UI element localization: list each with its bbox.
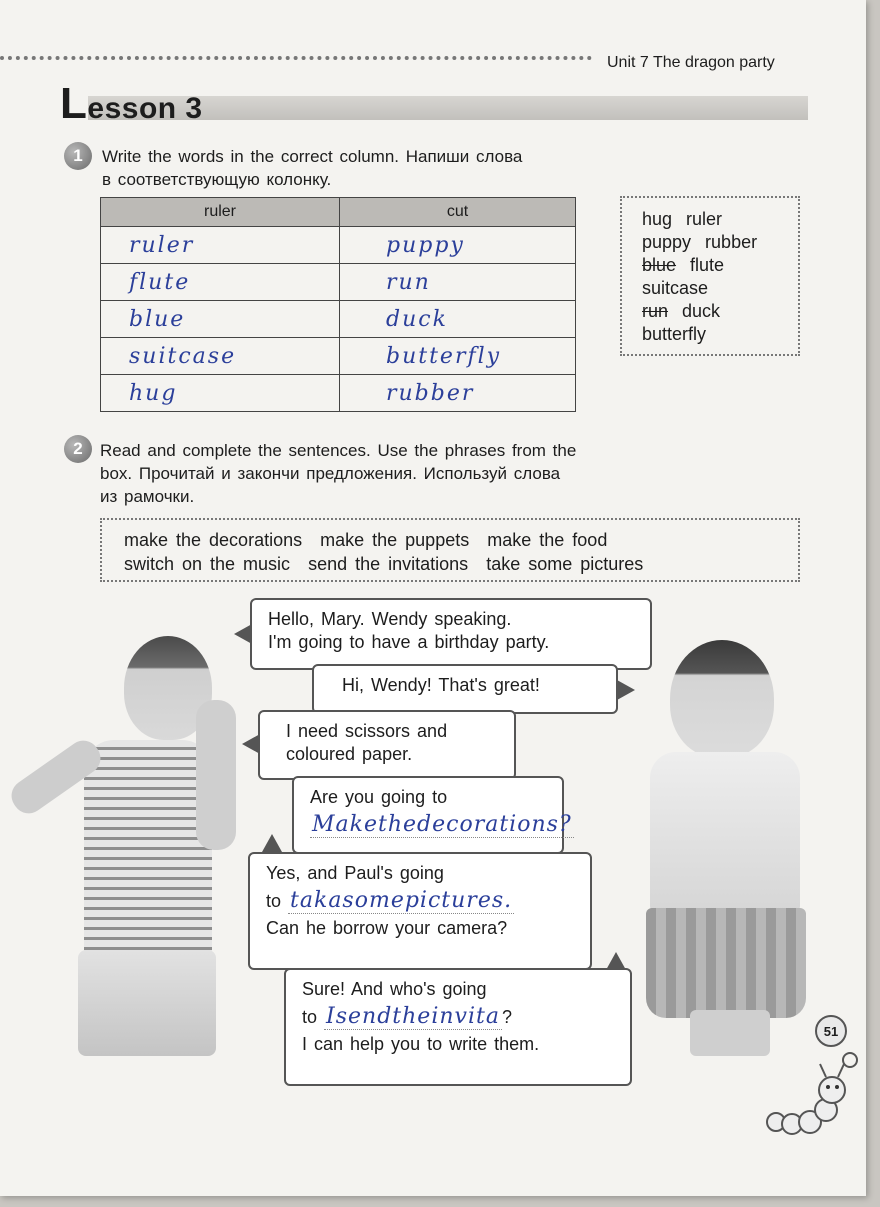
phrase-item: take some pictures: [486, 554, 644, 574]
exercise-2-instruction: [100, 439, 576, 508]
table-row: [101, 301, 576, 338]
bubble-word: to: [302, 1007, 318, 1027]
speech-bubble-mary-3: [284, 968, 632, 1086]
bubble-line: I can help you to write them.: [302, 1034, 540, 1054]
table-row: [101, 338, 576, 375]
exercise-1-instruction-line: Write the words in the correct column. Напиши слова: [102, 147, 523, 166]
handwritten-answer: ruler: [101, 227, 340, 264]
handwritten-answer: flute: [101, 264, 340, 301]
word-box-item: run: [642, 301, 669, 321]
phrase-item: make the decorations: [124, 530, 303, 550]
handwritten-answer: duck: [340, 301, 576, 338]
phrase-box: [100, 518, 800, 582]
speech-bubble-mary-1: [312, 664, 618, 714]
handwritten-answer: Isendtheinvita: [326, 1004, 500, 1029]
word-box: [620, 196, 800, 356]
bubble-tail: [606, 952, 626, 970]
bubble-tail: [617, 680, 635, 700]
lesson-title-initial: L: [60, 79, 88, 128]
exercise-2-instruction-line: Read and complete the sentences. Use the phrases from the: [100, 441, 577, 460]
bubble-line: Hi, Wendy! That's great!: [342, 675, 540, 695]
word-column-table: [100, 197, 576, 412]
column-header-ruler: ruler: [101, 198, 340, 227]
bubble-tail: [262, 834, 282, 852]
speech-bubble-wendy-3: [248, 852, 592, 970]
word-box-item: hug: [642, 209, 673, 229]
handwritten-answer: butterfly: [340, 338, 576, 375]
handwritten-answer: suitcase: [101, 338, 340, 375]
exercise-1-instruction-line: в соответствующую колонку.: [102, 170, 332, 189]
bubble-tail: [242, 734, 260, 754]
page-number: 51: [815, 1015, 847, 1047]
lesson-title-rest: esson 3: [87, 92, 203, 125]
handwritten-answer: takasomepictures.: [290, 888, 513, 913]
bubble-line: Yes, and Paul's going: [266, 863, 444, 883]
word-box-item: suitcase: [642, 278, 709, 298]
exercise-1-instruction: [102, 145, 522, 191]
table-row: [101, 375, 576, 412]
bubble-line: I need scissors and: [286, 721, 448, 741]
bubble-line: coloured paper.: [286, 744, 413, 764]
phrase-item: make the food: [487, 530, 608, 550]
word-box-item: puppy: [642, 232, 692, 252]
bubble-word: ?: [501, 1007, 512, 1027]
bubble-tail: [234, 624, 252, 644]
table-row: [101, 264, 576, 301]
header-dotted-rule: [0, 56, 592, 60]
table-row: [101, 227, 576, 264]
handwritten-answer: blue: [101, 301, 340, 338]
word-box-item: rubber: [705, 232, 758, 252]
bubble-line: Are you going to: [310, 787, 448, 807]
speech-bubble-wendy-1: [250, 598, 652, 670]
exercise-2-number: 2: [64, 435, 92, 463]
phrase-item: send the invitations: [308, 554, 469, 574]
exercise-2-instruction-line: box. Прочитай и закончи предложения. Используй слова: [100, 464, 561, 483]
phrase-item: make the puppets: [320, 530, 470, 550]
bubble-line: Sure! And who's going: [302, 979, 487, 999]
word-box-item: butterfly: [642, 324, 707, 344]
bubble-line: I'm going to have a birthday party.: [268, 632, 550, 652]
column-header-cut: cut: [340, 198, 576, 227]
speech-bubble-wendy-2: [258, 710, 516, 780]
bubble-line: Can he borrow your camera?: [266, 918, 508, 938]
word-box-item: flute: [690, 255, 725, 275]
bubble-word: to: [266, 891, 282, 911]
handwritten-answer: rubber: [340, 375, 576, 412]
unit-title: Unit 7 The dragon party: [607, 54, 775, 71]
phrase-item: switch on the music: [124, 554, 291, 574]
handwritten-answer: puppy: [340, 227, 576, 264]
word-box-item: ruler: [686, 209, 723, 229]
lesson-title: [60, 79, 203, 128]
handwritten-answer: Makethedecorations?: [312, 812, 572, 837]
exercise-2-instruction-line: из рамочки.: [100, 487, 195, 506]
bubble-line: Hello, Mary. Wendy speaking.: [268, 609, 512, 629]
handwritten-answer: hug: [101, 375, 340, 412]
word-box-item: blue: [642, 255, 677, 275]
exercise-1-number: 1: [64, 142, 92, 170]
handwritten-answer: run: [340, 264, 576, 301]
word-box-item: duck: [682, 301, 721, 321]
caterpillar-icon: [762, 1040, 862, 1140]
speech-bubble-mary-2: [292, 776, 572, 854]
